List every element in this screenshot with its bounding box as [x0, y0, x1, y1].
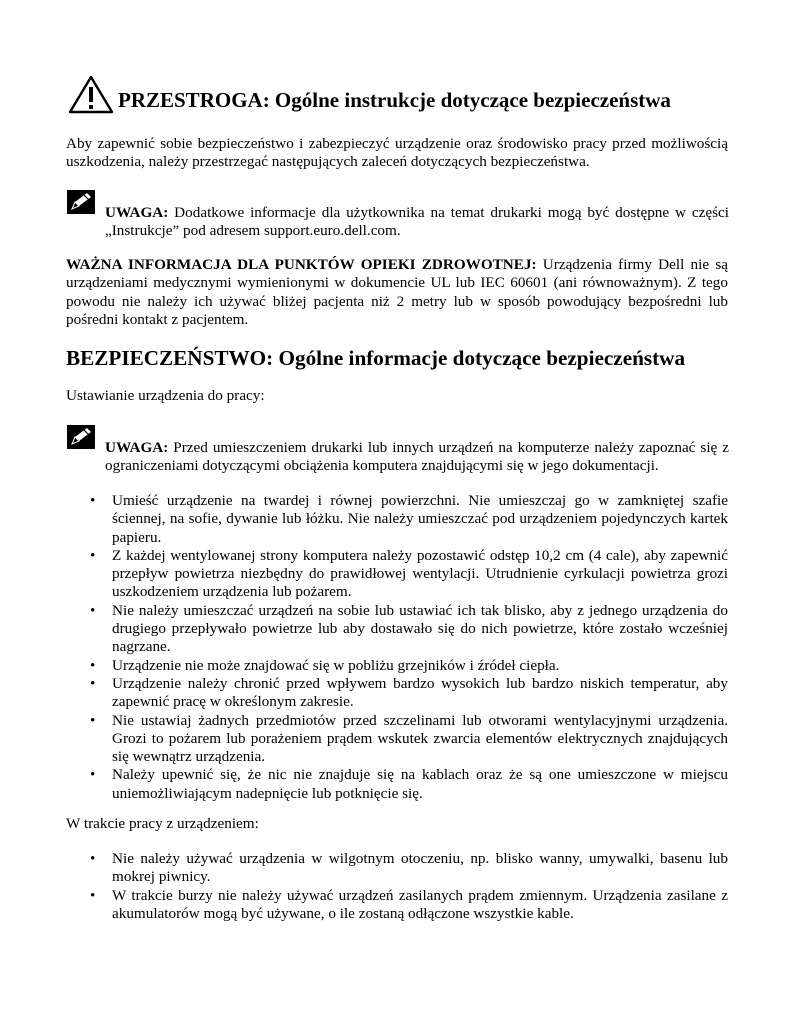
note-1-text: Dodatkowe informacje dla użytkownika na temat drukarki mogą być dostępne w części „Instrukcje” pod adresem support.euro.dell.com.: [105, 204, 729, 240]
list-item-text: Nie ustawiaj żadnych przedmiotów przed szczelinami lub otworami wentylacyjnymi urządzenia. Grozi to pożarem lub porażeniem prądem wskutek zwarcia elementów elektrycznych znajdujących się wewnątrz urządzenia.: [112, 711, 728, 766]
bullet-glyph: •: [90, 850, 96, 867]
safety-heading: BEZPIECZEŃSTWO: Ogólne informacje dotyczące bezpieczeństwa: [66, 346, 686, 370]
caution-title: PRZESTROGA: Ogólne instrukcje dotyczące bezpieczeństwa: [118, 88, 671, 112]
healthcare-notice: [66, 256, 728, 330]
bullet-glyph: •: [90, 656, 96, 674]
list-item: [66, 850, 728, 887]
operation-list: [66, 850, 728, 923]
bullet-glyph: •: [90, 601, 96, 619]
list-item: [66, 675, 728, 712]
operation-label: W trakcie pracy z urządzeniem:: [66, 815, 259, 832]
list-item-text: Urządzenie należy chronić przed wpływem bardzo wysokich lub bardzo niskich temperatur, aby zapewnić pracę w określonym zakresie.: [112, 674, 728, 711]
caution-intro: Aby zapewnić sobie bezpieczeństwo i zabezpieczyć urządzenie oraz środowisko pracy przed możliwością uszkodzenia, należy przestrzegać następujących zaleceń dotyczących bezpieczeństwa.: [66, 135, 728, 171]
note-2: [105, 439, 729, 476]
note-2-text: Przed umieszczeniem drukarki lub innych urządzeń na komputerze należy zapoznać się z ograniczeniami dotyczącymi obciążenia komputera znajdującymi się w jego dokumentacji.: [105, 439, 729, 475]
list-item-text: Nie należy umieszczać urządzeń na sobie lub ustawiać ich tak blisko, aby z jednego urządzenia do drugiego przepływało powietrze lub aby dostawało się do nich powietrze, które zostało wcześniej nagrzane.: [112, 601, 728, 656]
bullet-glyph: •: [90, 546, 96, 564]
healthcare-text: Urządzenia firmy Dell nie są urządzeniami medycznymi wymienionymi w dokumencie UL lub IEC 60601 (ani równoważnym). Z tego powodu nie należy ich używać bliżej pacjenta niż 2 metry lub w sposób powodujący bezpośredni lub pośredni kontakt z pacjentem.: [66, 256, 728, 329]
bullet-glyph: •: [90, 886, 96, 904]
list-item: [66, 492, 728, 547]
list-item: [66, 657, 728, 675]
list-item-text: W trakcie burzy nie należy używać urządzeń zasilanych prądem zmiennym. Urządzenia zasilane z akumulatorów mogą być używane, o ile zostaną odłączone wszystkie kable.: [112, 886, 728, 922]
list-item-text: Należy upewnić się, że nic nie znajduje się na kablach oraz że są one umieszczone w miejscu uniemożliwiającym nadepnięcie lub potknięcie się.: [112, 766, 728, 802]
list-item-text: Umieść urządzenie na twardej i równej powierzchni. Nie umieszczaj go w zamkniętej szafie ściennej, na sofie, dywanie lub łóżku. Nie należy umieszczać pod urządzeniem pojedynczych kartek papieru.: [112, 492, 728, 546]
bullet-glyph: •: [90, 674, 96, 692]
list-item: [66, 602, 728, 657]
bullet-glyph: •: [90, 711, 96, 729]
note-1-label: UWAGA:: [105, 204, 169, 221]
list-item-text: Nie należy używać urządzenia w wilgotnym otoczeniu, np. blisko wanny, umywalki, basenu lub mokrej piwnicy.: [112, 850, 728, 886]
bullet-glyph: •: [90, 492, 96, 509]
healthcare-label: WAŻNA INFORMACJA DLA PUNKTÓW OPIEKI ZDROWOTNEJ:: [66, 256, 537, 273]
list-item-text: Urządzenie nie może znajdować się w pobliżu grzejników i źródeł ciepła.: [112, 656, 560, 674]
note-pencil-icon: [67, 190, 95, 214]
note-1: [105, 204, 729, 241]
setup-label: Ustawianie urządzenia do pracy:: [66, 387, 265, 404]
list-item: [66, 712, 728, 767]
list-item: [66, 547, 728, 602]
bullet-glyph: •: [90, 766, 96, 784]
list-item-text: Z każdej wentylowanej strony komputera należy pozostawić odstęp 10,2 cm (4 cale), aby zapewnić przepływ powietrza niezbędny do prawidłowej wentylacji. Utrudnienie cyrkulacji powietrza grozi uszkodzeniem urządzenia lub pożarem.: [112, 546, 728, 601]
warning-triangle-icon: [68, 74, 114, 114]
list-item: [66, 766, 728, 803]
note-pencil-icon: [67, 425, 95, 449]
note-2-label: UWAGA:: [105, 439, 169, 456]
setup-list: [66, 492, 728, 803]
list-item: [66, 887, 728, 924]
caution-heading: [68, 74, 768, 114]
